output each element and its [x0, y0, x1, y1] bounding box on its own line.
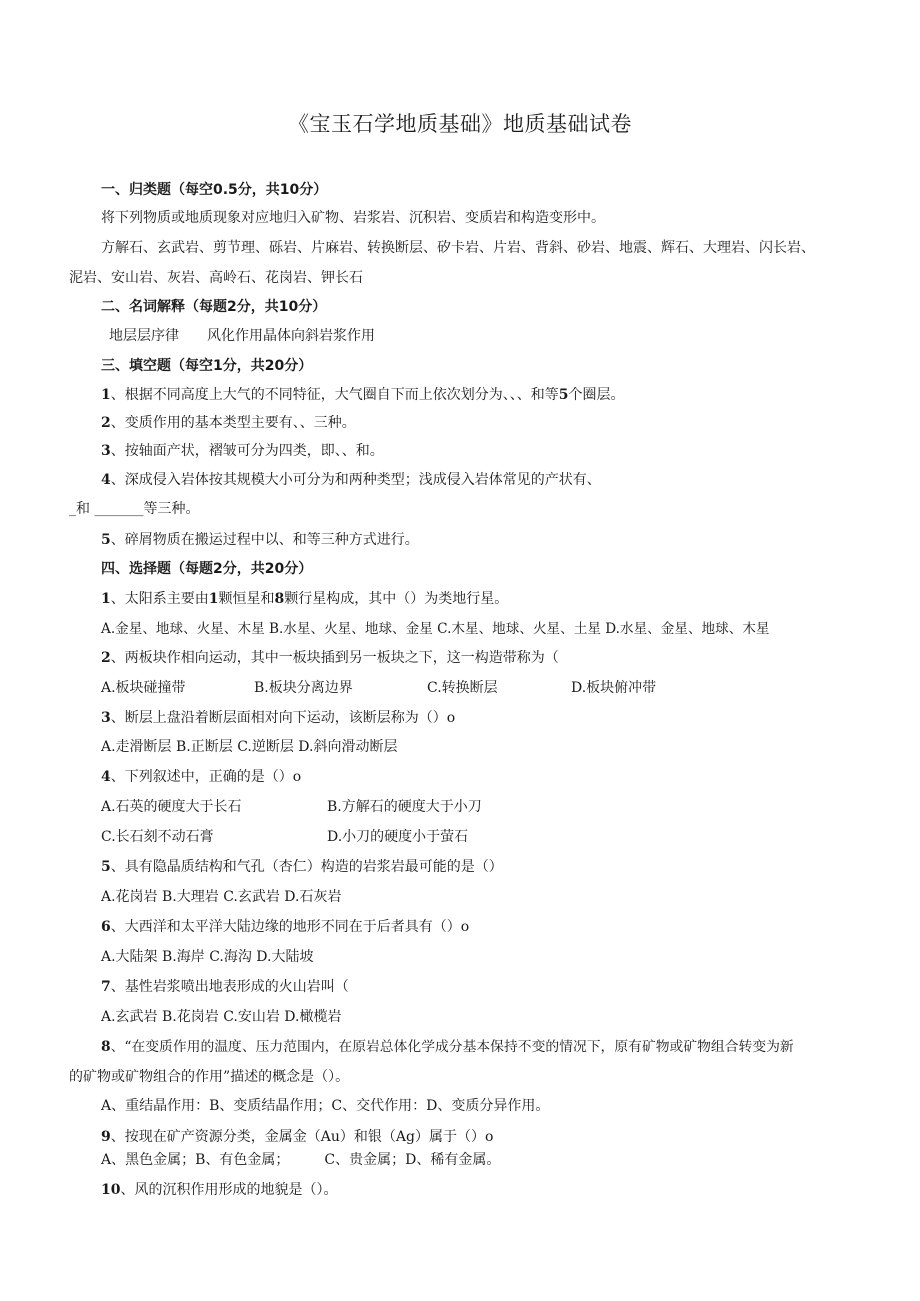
- choice-question-2: [101, 648, 559, 668]
- choice-question-8-options: A、重结晶作用：B、变质结晶作用；C、交代作用：D、变质分异作用。: [101, 1098, 550, 1114]
- choice-question-10: [101, 1180, 337, 1200]
- choice-question-8-continued: 的矿物或矿物组合的作用”描述的概念是（）。: [69, 1069, 350, 1085]
- fill-question-4: [101, 470, 601, 490]
- question-number: 5: [101, 532, 111, 548]
- fill-question-3: [101, 441, 384, 461]
- question-number: 4: [101, 472, 111, 488]
- fill-question-4-continued: _和 _______等三种。: [69, 501, 200, 517]
- question-number: 2: [101, 650, 111, 666]
- question-text: 、大西洋和太平洋大陆边缘的地形不同在于后者具有（）o: [110, 919, 470, 935]
- fill-question-2: [101, 413, 356, 433]
- question-number: 5: [101, 859, 111, 875]
- question-text: 、风的沉积作用形成的地貌是（）。: [120, 1182, 338, 1198]
- option-c: C.转换断层: [427, 680, 498, 696]
- question-number: 4: [101, 769, 111, 785]
- fill-question-1: [101, 385, 625, 405]
- choice-question-1-options: A.金星、地球、火星、木星 B.水星、火星、地球、金星 C.木星、地球、火星、土星 D.水星、金星、地球、木星: [101, 621, 770, 637]
- choice-question-5-options: A.花岗岩 B.大理岩 C.玄武岩 D.石灰岩: [101, 889, 342, 905]
- option-b: B.板块分离边界: [254, 680, 353, 696]
- question-number: 1: [101, 591, 111, 607]
- question-text-b: 颗恒星和: [218, 591, 275, 607]
- choice-question-3: [101, 708, 455, 728]
- question-text-a: 、太阳系主要由: [110, 591, 209, 607]
- question-number: 1: [101, 387, 111, 403]
- question-number: 2: [101, 415, 111, 431]
- choice-question-4: [101, 767, 301, 787]
- question-number: 10: [101, 1182, 121, 1198]
- question-text: 、下列叙述中，正确的是（）o: [110, 769, 302, 785]
- section-heading-classification: 一、归类题（每空0.5分，共10分）: [101, 182, 328, 198]
- choice-question-7: [101, 977, 349, 997]
- section1-instruction: 将下列物质或地质现象对应地归入矿物、岩浆岩、沉积岩、变质岩和构造变形中。: [101, 210, 605, 226]
- choice-question-1: [101, 589, 508, 609]
- question-number: 7: [101, 979, 111, 995]
- choice-question-3-options: A.走滑断层 B.正断层 C.逆断层 D.斜向滑动断层: [101, 739, 398, 755]
- question-number: 6: [101, 919, 111, 935]
- section-heading-fill-blank: 三、填空题（每空1分，共20分）: [101, 358, 313, 374]
- question-text: 、根据不同高度上大气的不同特征，大气圈自下而上依次划分为、、、和等: [110, 387, 559, 403]
- section1-items-line1: 方解石、玄武岩、剪节理、砾岩、片麻岩、转换断层、矽卡岩、片岩、背斜、砂岩、地震、辉石、大理岩、闪长岩、: [101, 240, 815, 256]
- question-text: 、两板块作相向运动，其中一板块插到另一板块之下，这一构造带称为（: [110, 650, 559, 666]
- choice-question-9: [101, 1127, 493, 1147]
- option-a: A.石英的硬度大于长石: [101, 799, 242, 815]
- question-text: 、“在变质作用的温度、压力范围内，在原岩总体化学成分基本保持不变的情况下，原有矿物或矿物组合转变为新: [110, 1039, 794, 1055]
- question-number: 3: [101, 710, 111, 726]
- question-number: 3: [101, 443, 111, 459]
- planet-count: 8: [274, 591, 285, 607]
- question-text: 、碎屑物质在搬运过程中以、和等三种方式进行。: [110, 532, 419, 548]
- question-text: 、基性岩浆喷出地表形成的火山岩叫（: [110, 979, 349, 995]
- count-value: 5: [558, 387, 569, 403]
- option-c: C.长石刻不动石膏: [101, 829, 214, 845]
- question-text: 、断层上盘沿着断层面相对向下运动，该断层称为（）o: [110, 710, 456, 726]
- question-text: 、具有隐晶质结构和气孔（杏仁）构造的岩浆岩最可能的是（）: [110, 859, 503, 875]
- option-d: D.小刀的硬度小于萤石: [327, 829, 469, 845]
- question-text: 、深成侵入岩体按其规模大小可分为和两种类型；浅成侵入岩体常见的产状有、: [110, 472, 601, 488]
- page-title: 《宝玉石学地质基础》地质基础试卷: [288, 112, 632, 136]
- question-text: 、按轴面产状，褶皱可分为四类，即、、和。: [110, 443, 384, 459]
- question-text-end: 个圈层。: [568, 387, 625, 403]
- section-heading-choice: 四、选择题（每题2分，共20分）: [101, 561, 313, 577]
- choice-question-8: [101, 1037, 794, 1057]
- choice-question-5: [101, 857, 503, 877]
- choice-question-9-options: A、黑色金属；B、有色金属； C、贵金属；D、稀有金属。: [101, 1152, 501, 1168]
- option-a: A.板块碰撞带: [101, 680, 186, 696]
- choice-question-6: [101, 917, 469, 937]
- question-number: 9: [101, 1129, 111, 1145]
- question-number: 8: [101, 1039, 111, 1055]
- fill-question-5: [101, 530, 419, 550]
- section-heading-terms: 二、名词解释（每题2分，共10分）: [101, 299, 327, 315]
- question-text-c: 颗行星构成，其中（）为类地行星。: [284, 591, 509, 607]
- section1-items-line2: 泥岩、安山岩、灰岩、高岭石、花岗岩、钾长石: [69, 270, 363, 286]
- question-text: 、变质作用的基本类型主要有、、三种。: [110, 415, 356, 431]
- option-b: B.方解石的硬度大于小刀: [327, 799, 482, 815]
- choice-question-7-options: A.玄武岩 B.花岗岩 C.安山岩 D.橄榄岩: [101, 1009, 342, 1025]
- section2-terms: 地层层序律 风化作用晶体向斜岩浆作用: [109, 328, 375, 344]
- question-text: 、按现在矿产资源分类，金属金（Au）和银（Ag）属于（）o: [110, 1129, 494, 1145]
- option-d: D.板块俯冲带: [571, 680, 657, 696]
- choice-question-6-options: A.大陆架 B.海岸 C.海沟 D.大陆坡: [101, 949, 314, 965]
- star-count: 1: [208, 591, 219, 607]
